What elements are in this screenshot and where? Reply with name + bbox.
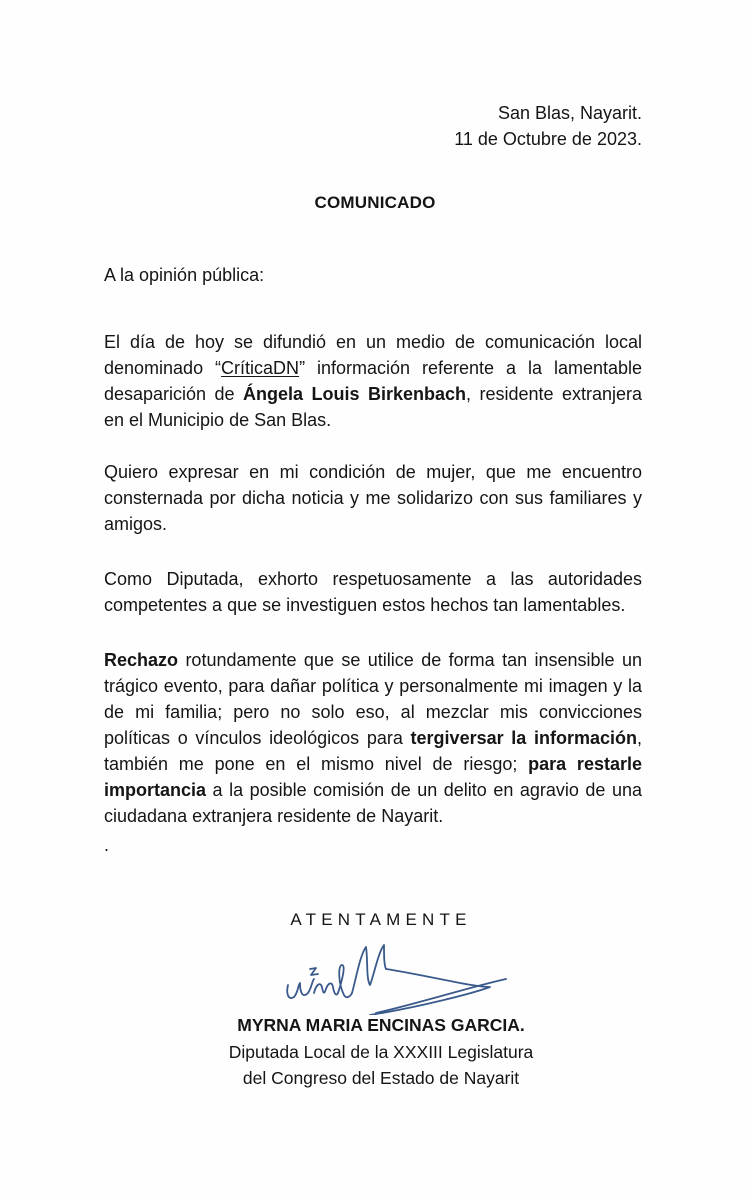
signer-position-line-2: del Congreso del Estado de Nayarit — [242, 1068, 520, 1088]
media-name: CríticaDN — [221, 358, 300, 378]
paragraph-4 — [104, 647, 642, 829]
place-text: San Blas, Nayarit. — [497, 103, 642, 123]
title-text: COMUNICADO — [314, 193, 436, 212]
emphasis-restarle: para restarle importancia — [104, 754, 642, 800]
paragraph-1-text-b: información referente a la lamentable desaparición de — [104, 358, 642, 404]
paragraph-4-text-c: a la posible comisión de un delito en agravio de una ciudadana extranjera residente de Nayarit. — [104, 780, 642, 826]
stray-dot: . — [104, 835, 110, 855]
paragraph-1 — [104, 329, 642, 433]
quote-open: “ — [215, 358, 222, 378]
paragraph-1-text-a: El día de hoy se difundió en un medio de comunicación local denominado — [104, 332, 642, 378]
paragraph-4-text-b: , también me pone en el mismo nivel de riesgo; — [104, 728, 642, 774]
signer-position-line-1: Diputada Local de la XXXIII Legislatura — [228, 1042, 534, 1062]
date-text: 11 de Octubre de 2023. — [454, 129, 642, 149]
person-name: Ángela Louis Birkenbach — [243, 384, 466, 404]
quote-close: ” — [299, 358, 306, 378]
paragraph-2: Quiero expresar en mi condición de mujer, que me encuentro consternada por dicha noticia y me solidarizo con sus familiares y amigos. — [104, 462, 642, 534]
emphasis-tergiversar: tergiversar la información — [410, 728, 637, 748]
emphasis-rechazo: Rechazo — [104, 650, 179, 670]
paragraph-1-text-c: , residente extranjera en el Municipio de San Blas. — [104, 384, 642, 430]
paragraph-3: Como Diputada, exhorto respetuosamente a las autoridades competentes a que se investiguen estos hechos tan lamentables. — [104, 569, 642, 615]
document-title — [0, 193, 750, 213]
signer-name: MYRNA MARIA ENCINAS GARCIA. — [237, 1015, 525, 1035]
closing-atentamente: ATENTAMENTE — [290, 910, 472, 929]
signature-icon — [280, 935, 520, 1015]
salutation: A la opinión pública: — [104, 265, 265, 285]
paragraph-4-text-a: rotundamente que se utilice de forma tan insensible un trágico evento, para dañar política y personalmente mi imagen y la de mi familia; pero no solo eso, al mezclar mis convicciones políticas o vínculos ideológicos para — [104, 650, 642, 748]
dateline — [454, 100, 642, 152]
